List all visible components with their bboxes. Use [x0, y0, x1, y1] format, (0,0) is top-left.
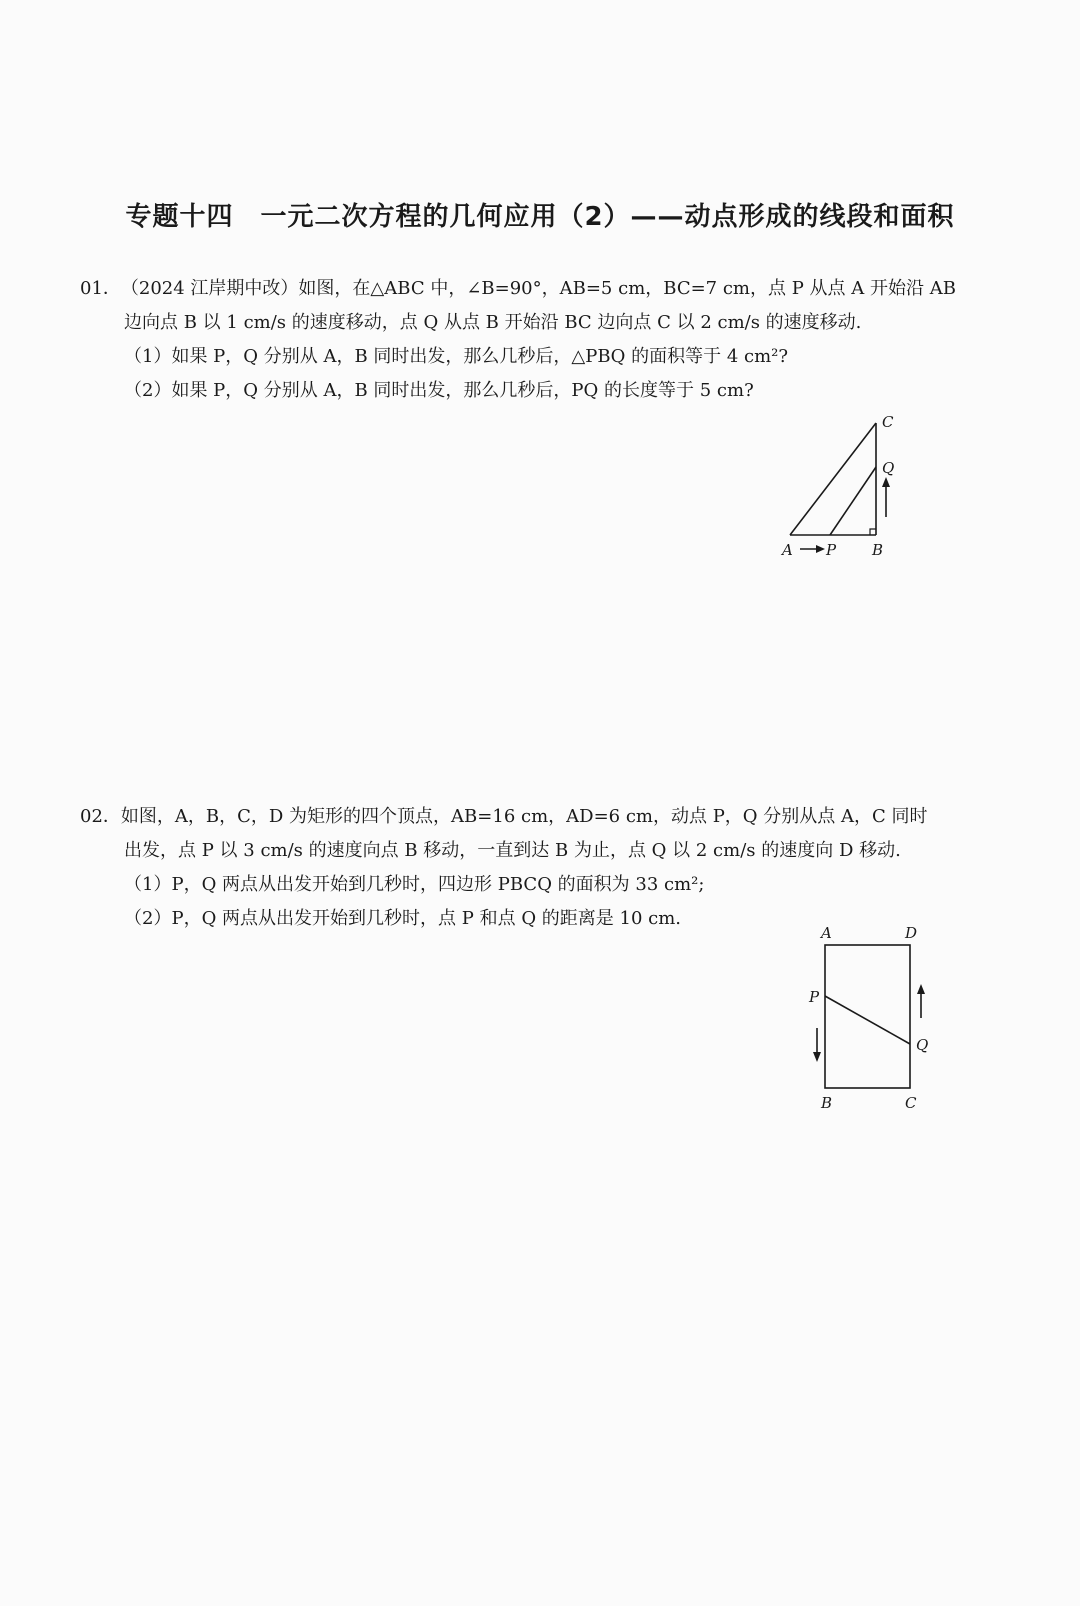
sub-question-1: （1）P，Q 两点从出发开始到几秒时，四边形 PBCQ 的面积为 33 cm²;: [124, 874, 705, 895]
right-angle-mark: [870, 529, 876, 535]
label-d: D: [905, 924, 918, 942]
question-text-line: 如图，A，B，C，D 为矩形的四个顶点，AB=16 cm，AD=6 cm，动点 P，Q 分别从点 A，C 同时: [120, 806, 928, 827]
question-number: 01．: [80, 278, 121, 299]
sub-question-2: （2）如果 P，Q 分别从 A，B 同时出发，那么几秒后，PQ 的长度等于 5 cm?: [124, 380, 754, 401]
sub-question-1: （1）如果 P，Q 分别从 A，B 同时出发，那么几秒后，△PBQ 的面积等于 4 cm²?: [124, 346, 789, 367]
arrow-head-icon: [917, 984, 925, 994]
label-q: Q: [916, 1036, 929, 1054]
label-p: P: [826, 541, 837, 559]
page-title: 专题十四 一元二次方程的几何应用（2）——动点形成的线段和面积: [125, 202, 955, 232]
label-a: A: [782, 541, 793, 559]
label-c: C: [905, 1094, 917, 1112]
arrow-head-icon: [882, 477, 890, 487]
question-text-line: 边向点 B 以 1 cm/s 的速度移动，点 Q 从点 B 开始沿 BC 边向点 C 以 2 cm/s 的速度移动.: [124, 312, 862, 333]
sub-question-2: （2）P，Q 两点从出发开始到几秒时，点 P 和点 Q 的距离是 10 cm.: [124, 908, 682, 929]
label-b: B: [821, 1094, 833, 1112]
question-text-line: （2024 江岸期中改）如图，在△ABC 中，∠B=90°，AB=5 cm，BC=7 cm，点 P 从点 A 开始沿 AB: [120, 278, 956, 299]
arrow-head-icon: [813, 1052, 821, 1062]
label-q: Q: [882, 459, 895, 477]
question-1: [80, 272, 1000, 408]
side-ac: [790, 423, 876, 535]
question-2: [80, 800, 1000, 936]
label-c: C: [882, 413, 894, 431]
label-a: A: [821, 924, 832, 942]
segment-pq: [830, 467, 876, 535]
rectangle-figure: [800, 920, 950, 1120]
rectangle-abcd: [825, 945, 910, 1088]
triangle-figure: [770, 405, 920, 570]
label-b: B: [872, 541, 884, 559]
arrow-head-icon: [816, 545, 825, 553]
label-p: P: [809, 988, 820, 1006]
question-text-line: 出发，点 P 以 3 cm/s 的速度向点 B 移动，一直到达 B 为止，点 Q 以 2 cm/s 的速度向 D 移动.: [124, 840, 901, 861]
question-number: 02．: [80, 806, 121, 827]
segment-pq: [825, 996, 910, 1044]
